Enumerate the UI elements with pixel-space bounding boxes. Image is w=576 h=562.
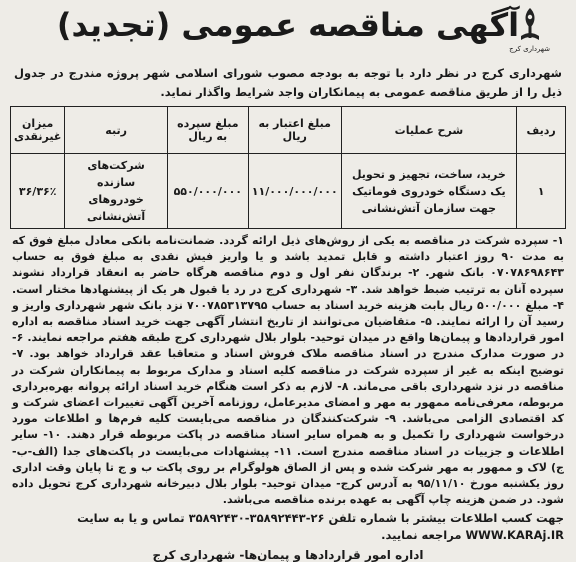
contact-suffix: مراجعه نمایید. bbox=[381, 528, 462, 543]
cell-grade: شرکت‌های سازنده خودروهای آتش‌نشانی bbox=[65, 154, 168, 229]
contact-line bbox=[12, 510, 564, 544]
header bbox=[10, 0, 566, 64]
header-deposit: مبلغ سپرده به ریال bbox=[167, 107, 248, 154]
cell-description: خرید، ساخت، تجهیز و تحویل یک دستگاه خودروی فوماتیک جهت سازمان آتش‌نشانی bbox=[341, 154, 517, 229]
intro-paragraph: شهرداری کرج در نظر دارد با توجه به بودجه مصوب شورای اسلامی شهر پروژه مندرج در جدول ذیل را از طریق مناقصه عمومی به پیمانکاران واجد شرایط واگذار نماید. bbox=[14, 66, 562, 99]
table-header-row bbox=[11, 107, 566, 154]
contact-text: جهت کسب اطلاعات بیشتر با شماره تلفن ۲۶-۳۵۸۹۲۴۴۳-۳۵۸۹۲۴۳۰ تماس و یا به سایت bbox=[77, 511, 564, 526]
signature: اداره امور قراردادها و پیمان‌ها- شهرداری کرج bbox=[152, 548, 424, 562]
header-description: شرح عملیات bbox=[341, 107, 517, 154]
cell-deposit: ۵۵۰/۰۰۰/۰۰۰ bbox=[167, 154, 248, 229]
notice-title: آگهی مناقصه عمومی (تجدید) bbox=[56, 6, 520, 44]
table-row bbox=[11, 154, 566, 229]
header-budget: مبلغ اعتبار به ریال bbox=[248, 107, 341, 154]
website-link[interactable]: WWW.KARAj.IR bbox=[465, 528, 564, 543]
cell-row-number: ۱ bbox=[517, 154, 566, 229]
conditions-text: ۱- سپرده شرکت در مناقصه به یکی از روش‌های ذیل ارائه گردد. ضمانت‌نامه بانکی معادل مبلغ فوق که به مدت ۹۰ روز اعتبار داشته و قابل تمدید باشد و یا واریز فیش نقدی به مبلغ فوق به حساب ۰۷۰۷۸۶۹۸۶۴۳ بانک شهر. ۲- برندگان نفر اول و دوم مناقصه هرگاه حاضر به انعقاد قرارداد نشوند سپرده آنان به ترتیب ضبط خواهد شد. ۳- شهرداری کرج در رد یا قبول هر یک از پیشنهادها مختار است. ۴- مبلغ ۵۰۰/۰۰۰ ریال بابت هزینه خرید اسناد به حساب ۷۰۰۷۸۵۳۱۳۷۹۵ نزد بانک شهر شهرداری واریز و رسید آن را ارائه نمایند. ۵- متقاضیان می‌توانند از تاریخ انتشار آگهی جهت خرید اسناد مناقصه به اداره امور قراردادها و پیمان‌ها واقع در میدان توحید- بلوار بلال شهرداری کرج طبقه هفتم مراجعه نمایند. ۶- در صورت مدارک مندرج در اسناد مناقصه ملاک فروش اسناد و متعاقبا عقد قرارداد خواهد بود. ۷- توضیح اینکه به غیر از سپرده شرکت در مناقصه کلیه اسناد و مدارک مربوط به پیمانکاران شرکت در مناقصه در نزد شهرداری باقی می‌ماند. ۸- لازم به ذکر است هنگام خرید اسناد ارائه پروانه بهره‌برداری مربوطه، معرفی‌نامه ممهور به مهر و امضای مدیرعامل، روزنامه آخرین آگهی تغییرات اعضای شرکت و کد اقتصادی الزامی می‌باشد. ۹- شرکت‌کنندگان در مناقصه می‌بایست کلیه فرم‌ها و اطلاعات مورد درخواست شهرداری را تکمیل و به همراه سایر اسناد مناقصه در پاکت مربوطه قرار دهند. ۱۰- سایر اطلاعات و جزییات در اسناد مناقصه مندرج است. ۱۱- پیشنهادات می‌بایست در پاکت‌های جدا (الف-ب-ج) لاک و ممهور به مهر شرکت شده و پس از الصاق هولوگرام بر روی پاکت ب و ج تا پایان وقت اداری روز یکشنبه مورخ ۹۵/۱۱/۱۰ به آدرس کرج- میدان توحید- بلوار بلال دبیرخانه شهرداری کرج تحویل داده شود. در ضمن هزینه چاپ آگهی به عهده برنده مناقصه می‌باشد. bbox=[12, 234, 565, 507]
header-row-number: ردیف bbox=[517, 107, 566, 154]
header-cash-amount: میزان غیرنقدی bbox=[11, 107, 65, 154]
logo-caption: شهرداری کرج bbox=[509, 45, 550, 53]
cell-budget: ۱۱/۰۰۰/۰۰۰/۰۰۰ bbox=[248, 154, 341, 229]
header-grade: رتبه bbox=[65, 107, 168, 154]
operations-table bbox=[10, 106, 566, 229]
cell-cash-amount: ۳۶/۳۶٪ bbox=[11, 154, 65, 229]
